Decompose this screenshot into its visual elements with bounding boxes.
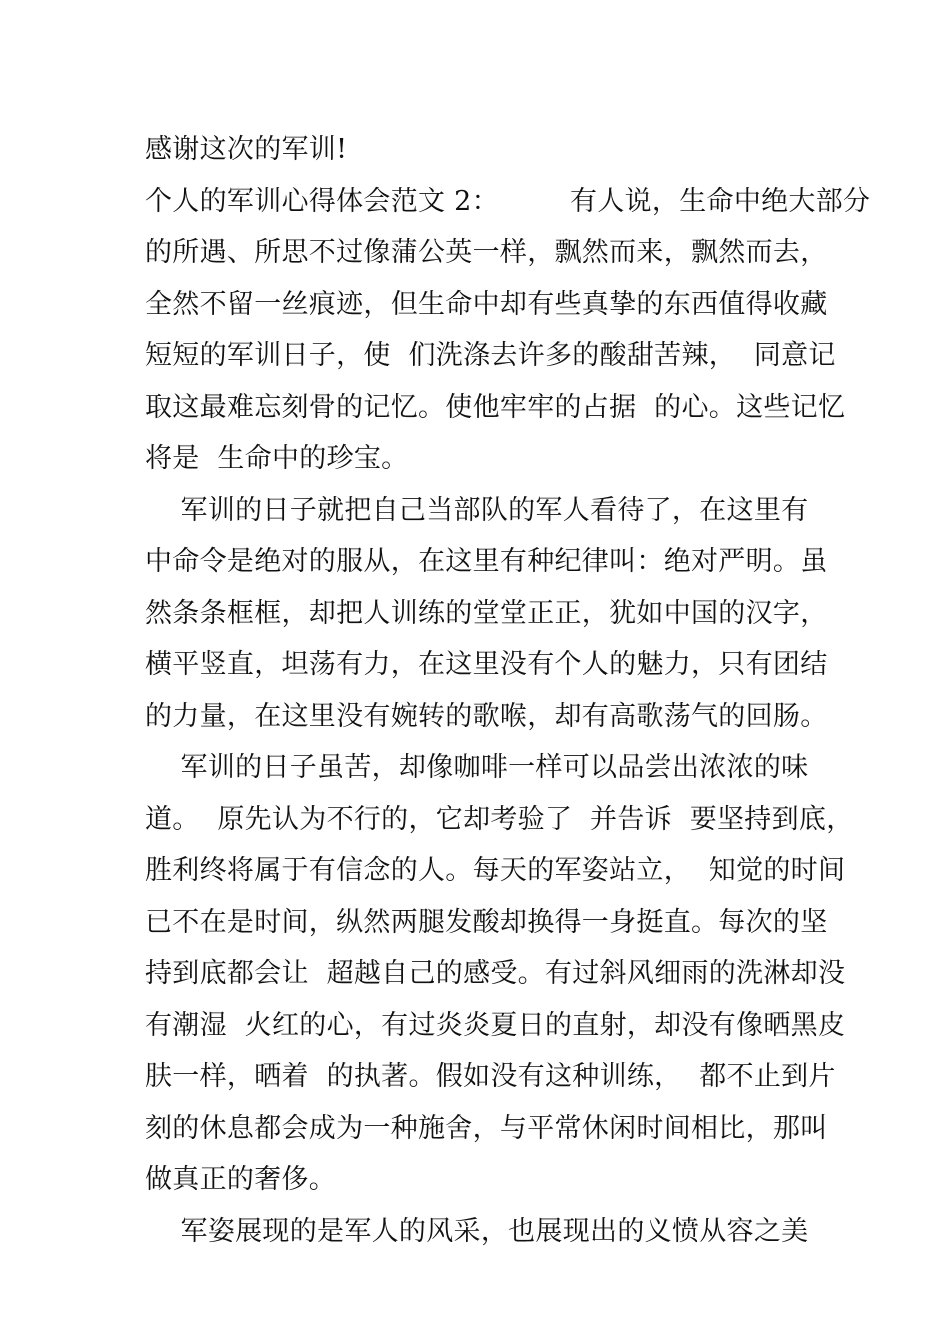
- text-line: 有潮湿 火红的心，有过炎炎夏日的直射，却没有像晒黑皮: [145, 1009, 846, 1041]
- text-line: 个人的军训心得体会范文 2： 有人说，生命中绝大部分: [145, 185, 871, 217]
- text-line: 已不在是时间，纵然两腿发酸却换得一身挺直。每次的坚: [145, 906, 828, 938]
- text-line: 做真正的奢侈。: [145, 1164, 337, 1195]
- text-line: 横平竖直，坦荡有力，在这里没有个人的魅力，只有团结: [145, 649, 828, 680]
- text-line: 将是 生命中的珍宝。: [145, 443, 409, 474]
- text-line: 军训的日子就把自己当部队的军人看待了，在这里有: [145, 494, 809, 526]
- document-body: [145, 124, 871, 1257]
- text-line: 然条条框框，却把人训练的堂堂正正，犹如中国的汉字，: [145, 597, 828, 629]
- text-line: 肤一样，晒着 的执著。假如没有这种训练， 都不止到片: [145, 1061, 836, 1092]
- text-line: 道。 原先认为不行的，它却考验了 并告诉 要坚持到底，: [145, 803, 854, 835]
- text-line: 军训的日子虽苦，却像咖啡一样可以品尝出浓浓的味: [145, 752, 809, 783]
- text-line: 持到底都会让 超越自己的感受。有过斜风细雨的洗淋却没: [145, 958, 846, 989]
- text-line: 胜利终将属于有信念的人。每天的军姿站立， 知觉的时间: [145, 855, 846, 886]
- text-line: 军姿展现的是军人的风采，也展现出的义愤从容之美: [145, 1215, 809, 1247]
- text-line: 全然不留一丝痕迹，但生命中却有些真挚的东西值得收藏: [145, 288, 828, 320]
- text-line: 刻的休息都会成为一种施舍，与平常休闲时间相比，那叫: [145, 1112, 828, 1144]
- text-line: 的所遇、所思不过像蒲公英一样，飘然而来，飘然而去，: [145, 237, 828, 268]
- text-line: 短短的军训日子，使 们洗涤去许多的酸甜苦辣， 同意记: [145, 340, 836, 371]
- text-line: 的力量，在这里没有婉转的歌喉，却有高歌荡气的回肠。: [145, 700, 828, 732]
- text-line: 取这最难忘刻骨的记忆。使他牢牢的占据 的心。这些记忆: [145, 391, 846, 423]
- text-line: 感谢这次的军训!: [145, 134, 348, 165]
- text-line: 中命令是绝对的服从，在这里有种纪律叫：绝对严明。虽: [145, 546, 828, 577]
